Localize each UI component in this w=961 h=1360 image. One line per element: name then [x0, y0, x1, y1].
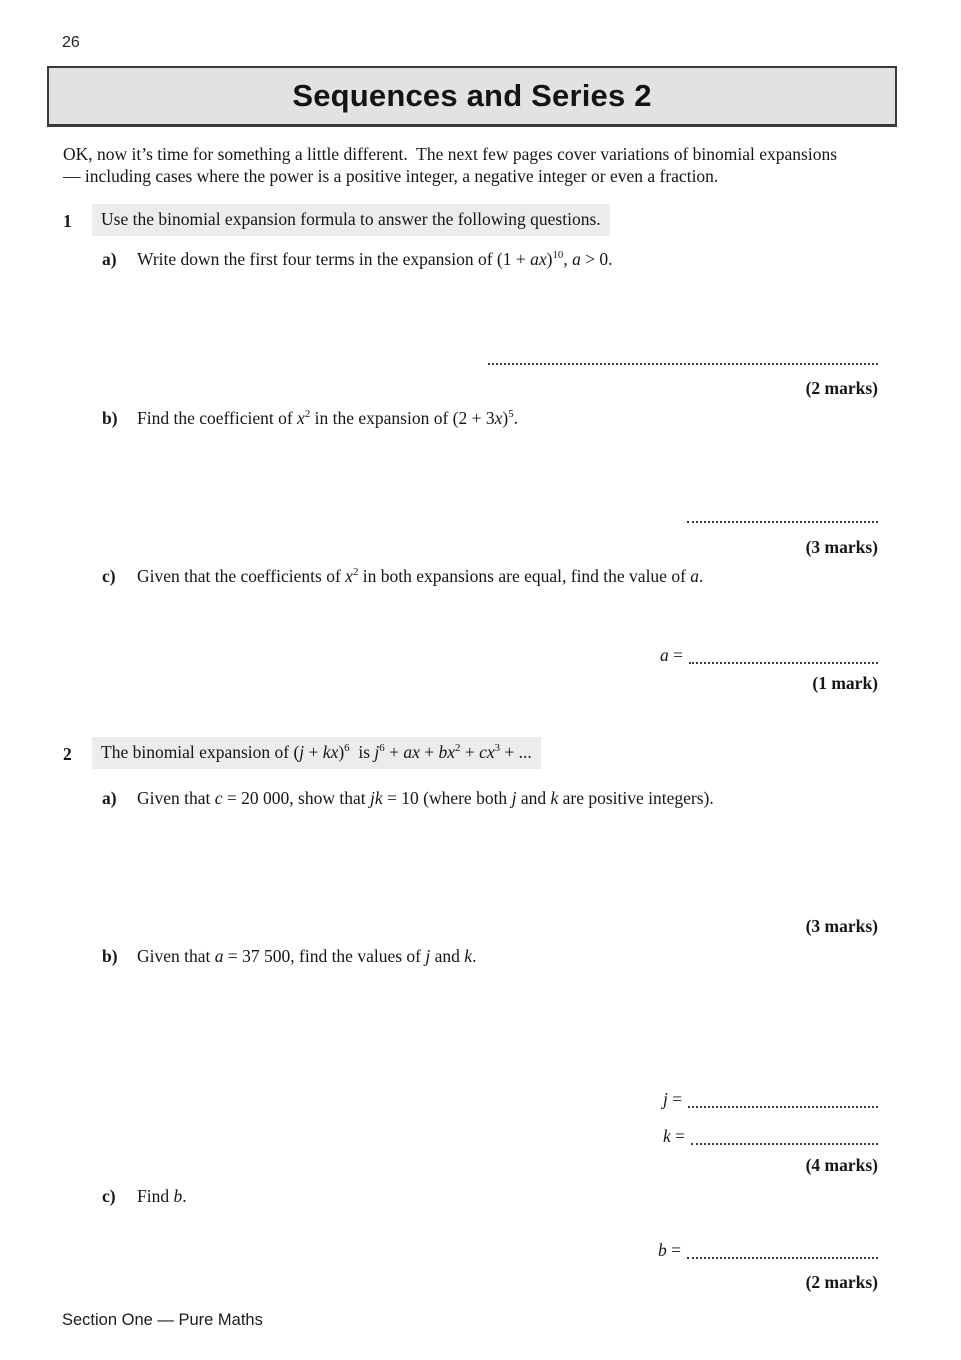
question-2c — [102, 1186, 892, 1207]
answer-dots-a — [689, 660, 878, 664]
part-label-1c: c) — [102, 566, 116, 586]
marks-q1b: (3 marks) — [805, 537, 878, 557]
question-2a — [102, 788, 892, 809]
question-1-number: 1 — [63, 211, 72, 231]
part-text-1b: Find the coefficient of $x^2$ in the expansion of $(2 + 3x)^5$. — [137, 408, 519, 428]
part-text-1a: Write down the first four terms in the expansion of (1 + ax)$^{10}$, a > 0. — [137, 249, 613, 269]
footer-section-label: Section One — Pure Maths — [62, 1311, 263, 1329]
answer-field-j[interactable] — [663, 1090, 878, 1110]
question-1-prompt: Use the binomial expansion formula to answer the following questions. — [92, 204, 610, 236]
answer-dots-j — [688, 1104, 878, 1108]
question-1c — [102, 566, 892, 587]
page-title: Sequences and Series 2 — [292, 78, 652, 113]
answer-line-q1a[interactable] — [488, 356, 878, 365]
intro-paragraph — [63, 143, 893, 187]
part-text-2c: Find b. — [137, 1186, 187, 1206]
intro-line-1: OK, now it’s time for something a little different. The next few pages cover variations of binomial expansions — [63, 144, 838, 164]
part-label-2c: c) — [102, 1186, 116, 1206]
part-label-2a: a) — [102, 788, 117, 808]
answer-field-k[interactable] — [663, 1127, 878, 1147]
answer-label-j: j = — [663, 1089, 683, 1109]
page-number: 26 — [62, 34, 80, 51]
title-box — [47, 66, 897, 127]
answer-dots-b — [687, 1255, 878, 1259]
part-text-2b: Given that a = 37 500, find the values of j and k. — [137, 946, 477, 966]
answer-dots-k — [691, 1141, 878, 1145]
part-label-1b: b) — [102, 408, 118, 428]
answer-line-q1b[interactable] — [687, 514, 878, 523]
answer-field-b[interactable] — [658, 1241, 878, 1261]
part-label-2b: b) — [102, 946, 118, 966]
marks-q2a: (3 marks) — [805, 916, 878, 936]
question-1a — [102, 249, 892, 270]
answer-label-k: k = — [663, 1126, 686, 1146]
marks-q2c: (2 marks) — [805, 1272, 878, 1292]
question-2b — [102, 946, 892, 967]
part-text-2a: Given that c = 20 000, show that jk = 10 (where both j and k are positive integers). — [137, 788, 714, 808]
answer-label-a: a = — [660, 645, 683, 665]
part-text-1c: Given that the coefficients of $x^2$ in both expansions are equal, find the value of a. — [137, 566, 704, 586]
marks-q2b: (4 marks) — [805, 1155, 878, 1175]
question-1b — [102, 408, 892, 429]
marks-q1c: (1 mark) — [812, 673, 878, 693]
part-label-1a: a) — [102, 249, 117, 269]
question-2-number: 2 — [63, 744, 72, 764]
marks-q1a: (2 marks) — [805, 378, 878, 398]
intro-line-2: — including cases where the power is a positive integer, a negative integer or even a fraction. — [63, 166, 719, 186]
question-2-prompt: The binomial expansion of (j + kx)$^6$ is $j^6$ + ax + $bx^2 + cx^3$ + ... — [92, 737, 541, 769]
answer-field-a[interactable] — [660, 646, 878, 666]
answer-label-b: b = — [658, 1240, 681, 1260]
